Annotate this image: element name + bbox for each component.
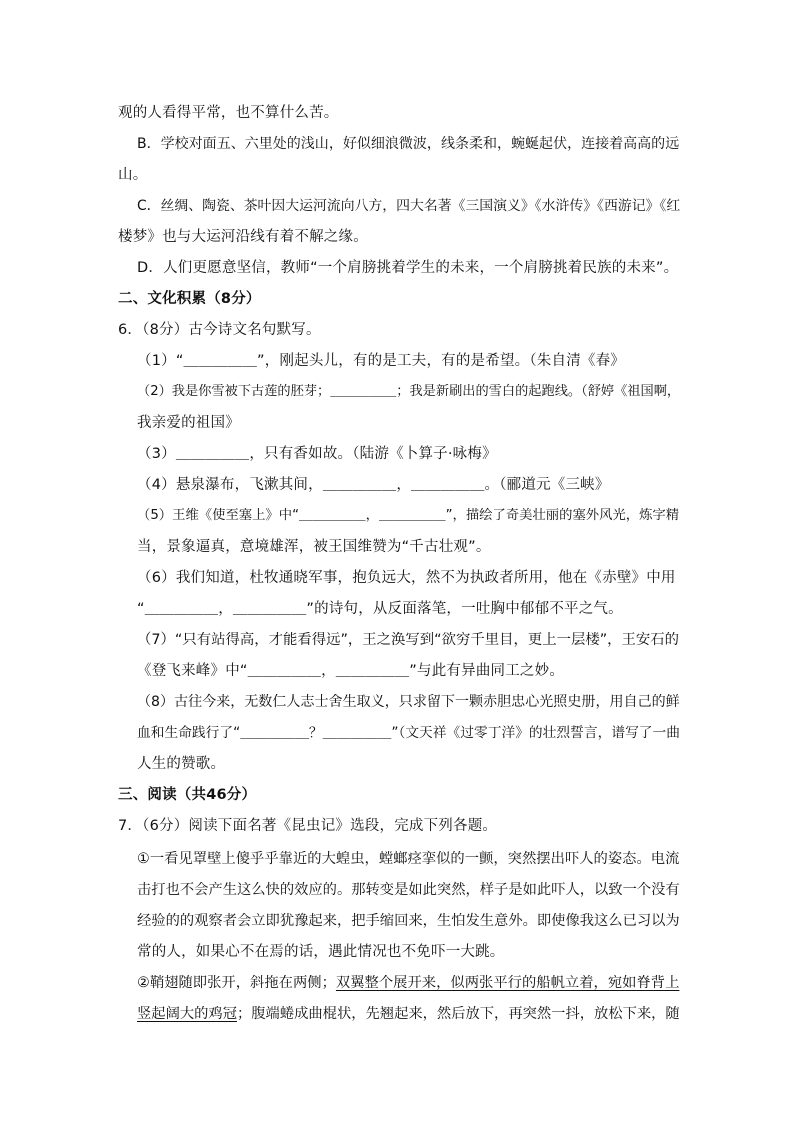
- passage-paragraph-1: ①一看见罩壁上傻乎乎靠近的大蝗虫，螳螂痉挛似的一颤，突然摆出吓人的姿态。电流: [137, 851, 680, 867]
- text-line: 当，景象逼真，意境雄浑，被王国维赞为“千古壮观”。: [137, 539, 491, 555]
- section-heading-reading: 三、阅读（共46分）: [118, 787, 257, 803]
- section-heading-culture: 二、文化积累（8分）: [118, 291, 261, 307]
- text-line: 经验的的观察者会立即犹豫起来，把手缩回来，生怕发生意外。即使像我这么已习以为: [137, 913, 680, 929]
- sub-question-3: （3）＿＿＿＿＿，只有香如故。（陆游《卜算子·咏梅》: [137, 446, 497, 462]
- sub-question-1: （1）“＿＿＿＿＿”，刚起头儿，有的是工夫，有的是希望。（朱自清《春》: [137, 353, 625, 369]
- underlined-sentence: 双翼整个展开来，似两张平行的船帆立着，宛如脊背上: [335, 975, 680, 991]
- text-line: 山。: [118, 167, 148, 183]
- text-line: [137, 1004, 680, 1024]
- sub-question-8: （8）古往今来，无数仁人志士舍生取义，只求留下一颗赤胆忠心光照史册，用自己的鲜: [137, 694, 680, 710]
- option-b-line: B．学校对面五、六里处的浅山，好似细浪微波，线条柔和，蜿蜒起伏，连接着高高的远: [137, 136, 680, 152]
- text-line: 人生的赞歌。: [137, 756, 226, 772]
- passage-paragraph-2: [137, 973, 679, 993]
- text-line: 楼梦》也与大运河沿线有着不解之缘。: [118, 229, 368, 245]
- sub-question-6: （6）我们知道，杜牧通晓军事，抱负远大，然不为执政者所用，他在《赤壁》中用: [137, 570, 676, 586]
- sub-question-7: （7）“只有站得高，才能看得远”，王之涣写到“欲穷千里目，更上一层楼”，王安石的: [137, 632, 680, 648]
- text-line: 我亲爱的祖国》: [137, 415, 240, 431]
- text-line: 击打也不会产生这么快的效应的。那转变是如此突然，样子是如此吓人，以致一个没有: [137, 882, 680, 898]
- text-line: 常的人，如果心不在焉的话，遇此情况也不免吓一大跳。: [137, 944, 505, 960]
- question-6-title: 6．（8分）古今诗文名句默写。: [118, 322, 321, 338]
- sub-question-4: （4）悬泉瀑布，飞漱其间，＿＿＿＿＿，＿＿＿＿＿。（郦道元《三峡》: [137, 477, 610, 493]
- underlined-sentence: 竖起阔大的鸡冠: [137, 1006, 237, 1022]
- option-d-line: D．人们更愿意坚信，教师“一个肩膀挑着学生的未来，一个肩膀挑着民族的未来”。: [137, 260, 679, 276]
- text-line: 观的人看得平常，也不算什么苦。: [118, 105, 339, 121]
- option-c-line: C．丝绸、陶瓷、茶叶因大运河流向八方，四大名著《三国演义》《水浒传》《西游记》《红: [137, 198, 681, 214]
- text-line: 血和生命践行了“＿＿＿＿＿？＿＿＿＿＿”（文天祥《过零丁洋》的壮烈誓言，谱写了一曲: [137, 725, 681, 741]
- sub-question-5: （5）王维《使至塞上》中“＿＿＿＿＿，＿＿＿＿＿”，描绘了奇美壮丽的塞外风光，炼字精: [137, 508, 680, 523]
- text-line: “＿＿＿＿＿，＿＿＿＿＿”的诗句，从反面落笔，一吐胸中郁郁不平之气。: [137, 601, 623, 617]
- text-span: ②鞘翅随即张开，斜拖在两侧；: [137, 975, 336, 991]
- sub-question-2: （2）我是你雪被下古莲的胚芽；＿＿＿＿＿；我是新刷出的雪白的起跑线。（舒婷《祖国啊，: [137, 384, 681, 399]
- text-span: ；腹端蜷成曲棍状，先翘起来，然后放下，再突然一抖，放松下来，随: [236, 1006, 680, 1022]
- text-line: 《登飞来峰》中“＿＿＿＿＿，＿＿＿＿＿”与此有异曲同工之妙。: [137, 663, 565, 679]
- question-7-title: 7．（6分）阅读下面名著《昆虫记》选段，完成下列各题。: [118, 818, 498, 834]
